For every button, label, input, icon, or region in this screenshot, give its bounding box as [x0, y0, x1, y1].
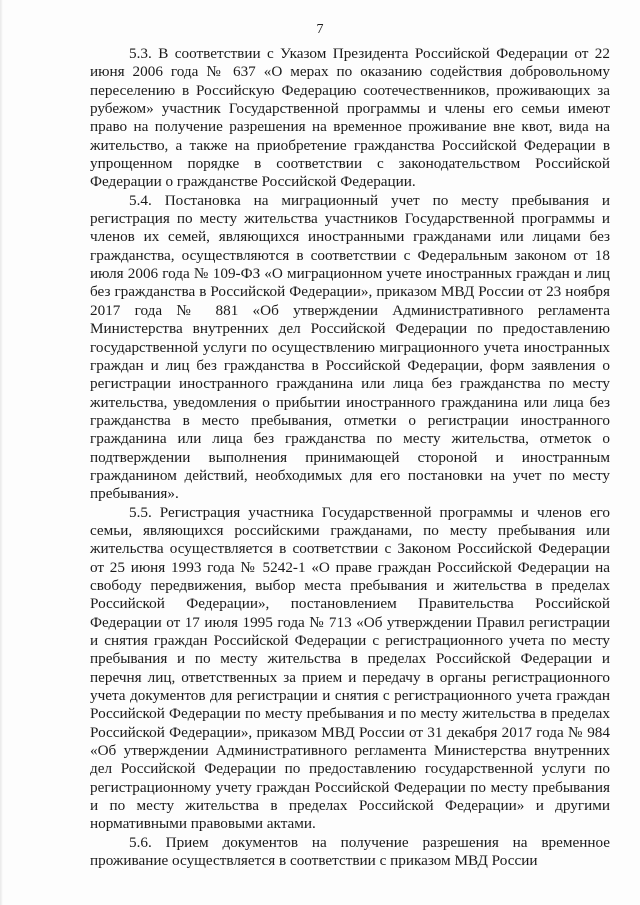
- scan-edge: [0, 0, 3, 905]
- page-number: 7: [316, 22, 324, 37]
- paragraph-5-4: 5.4. Постановка на миграционный учет по месту пребывания и регистрация по месту жительства участников Государственной программы и членов их семей, являющихся иностранными гражданами или лицами без гражданства, осуществляются в соответствии с Федеральным законом от 18 июля 2006 года № 109-ФЗ «О миграционном учете иностранных граждан и лиц без гражданства в Российской Федерации», приказом МВД России от 23 ноября 2017 года № 881 «Об утверждении Административного регламента Министерства внутренних дел Российской Федерации по предоставлению государственной услуги по осуществлению миграционного учета иностранных граждан и лиц без гражданства в Российской Федерации, форм заявления о регистрации иностранного гражданина или лица без гражданства по месту жительства, уведомления о прибытии иностранного гражданина или лица без гражданства в место пребывания, отметки о регистрации иностранного гражданина или лица без гражданства по месту жительства, отметок о подтверждении выполнения принимающей стороной и иностранным гражданином действий, необходимых для его постановки на учет по месту пребывания».: [90, 191, 610, 503]
- body-text: [90, 45, 610, 870]
- paragraph-5-3: 5.3. В соответствии с Указом Президента Российской Федерации от 22 июня 2006 года № 637 «О мерах по оказанию содействия добровольному переселению в Российскую Федерацию соотечественников, проживающих за рубежом» участник Государственной программы и члены его семьи имеют право на получение разрешения на временное проживание вне квот, вида на жительство, а также на приобретение гражданства Российской Федерации в упрощенном порядке в соответствии с законодательством Российской Федерации о гражданстве Российской Федерации.: [90, 45, 610, 191]
- paragraph-5-5: 5.5. Регистрация участника Государственной программы и членов его семьи, являющихся российскими гражданами, по месту пребывания или жительства осуществляется в соответствии с Законом Российской Федерации от 25 июня 1993 года № 5242-1 «О праве граждан Российской Федерации на свободу передвижения, выбор места пребывания и жительства в пределах Российской Федерации», постановлением Правительства Российской Федерации от 17 июля 1995 года № 713 «Об утверждении Правил регистрации и снятия граждан Российской Федерации с регистрационного учета по месту пребывания и по месту жительства в пределах Российской Федерации и перечня лиц, ответственных за прием и передачу в органы регистрационного учета документов для регистрации и снятия с регистрационного учета граждан Российской Федерации по месту пребывания и по месту жительства в пределах Российской Федерации», приказом МВД России от 31 декабря 2017 года № 984 «Об утверждении Административного регламента Министерства внутренних дел Российской Федерации по предоставлению государственной услуги по регистрационному учету граждан Российской Федерации по месту пребывания и по месту жительства в пределах Российской Федерации» и другими нормативными правовыми актами.: [90, 503, 610, 833]
- paragraph-5-6: 5.6. Прием документов на получение разрешения на временное проживание осуществляется в соответствии с приказом МВД России: [90, 833, 610, 870]
